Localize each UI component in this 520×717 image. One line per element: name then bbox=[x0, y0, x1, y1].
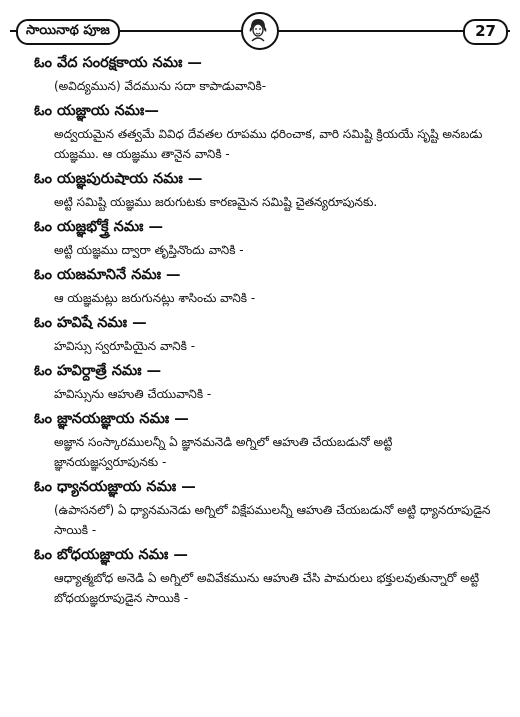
mantra-meaning: అట్టి యజ్ఞము ద్వారా తృప్తినొందు వానికి - bbox=[54, 243, 244, 257]
mantra-entry bbox=[34, 544, 504, 608]
sai-baba-portrait-icon bbox=[241, 12, 279, 50]
mantra-meaning: అజ్ఞాన సంస్కారములన్నీ ఏ జ్ఞానమనెడి అగ్నిలో ఆహుతి చేయబడునో అట్టి జ్ఞానయజ్ఞస్వరూపునకు - bbox=[54, 435, 393, 469]
mantra-meaning: ఆధ్యాత్మబోధ అనెడి ఏ అగ్నిలో అవివేకమును ఆహుతి చేసి పామరులు భక్తులవుతున్నారో అట్టి బోధయజ్ఞరూపుడైన సాయికి - bbox=[54, 571, 480, 605]
mantra-line: ఓం యజ్ఞపురుషాయ నమః — bbox=[34, 171, 203, 187]
mantra-list bbox=[34, 52, 504, 612]
mantra-meaning: అట్టి సమిష్టి యజ్ఞము జరుగుటకు కారణమైన సమిష్టి చైతన్యరూపునకు. bbox=[54, 195, 378, 209]
mantra-entry bbox=[34, 408, 504, 472]
mantra-entry bbox=[34, 100, 504, 164]
mantra-meaning: హవిస్సు స్వరూపియైన వానికి - bbox=[54, 339, 196, 353]
mantra-entry bbox=[34, 476, 504, 540]
mantra-line: ఓం బోధయజ్ఞాయ నమః — bbox=[34, 547, 188, 563]
mantra-entry bbox=[34, 168, 504, 212]
mantra-line: ఓం వేద సంరక్షకాయ నమః — bbox=[34, 55, 202, 71]
mantra-meaning: ఆ యజ్ఞమట్లు జరుగునట్లు శాసించు వానికి - bbox=[54, 291, 256, 305]
page-header bbox=[10, 18, 510, 44]
mantra-meaning: (ఉపాసనలో) ఏ ధ్యానమనెడు అగ్నిలో విక్షేపములన్నీ ఆహుతి చేయబడునో అట్టి ధ్యానరూపుడైన సాయికి - bbox=[54, 503, 491, 537]
mantra-meaning: (అవిద్యమున) వేదమును సదా కాపాడువానికి- bbox=[54, 79, 267, 93]
mantra-meaning: హవిస్సును ఆహుతి చేయువానికి - bbox=[54, 387, 212, 401]
mantra-entry bbox=[34, 312, 504, 356]
mantra-line: ఓం జ్ఞానయజ్ఞాయ నమః — bbox=[34, 411, 189, 427]
mantra-line: ఓం ధ్యానయజ్ఞాయ నమః — bbox=[34, 479, 196, 495]
mantra-entry bbox=[34, 264, 504, 308]
mantra-meaning: అద్వయమైన తత్వమే వివిధ దేవతల రూపము ధరించాక, వారి సమిష్టి క్రియయే సృష్టి అనబడు యజ్ఞము. ఆ యజ్ఞము తానైన వానికి - bbox=[54, 127, 483, 161]
mantra-line: ఓం హవిర్దాత్రే నమః — bbox=[34, 363, 162, 379]
page-number: 27 bbox=[463, 19, 508, 45]
mantra-line: ఓం యజమానినే నమః — bbox=[34, 267, 181, 283]
book-title: సాయినాథ పూజ bbox=[16, 19, 120, 45]
mantra-line: ఓం యజ్ఞాయ నమః— bbox=[34, 103, 159, 119]
mantra-line: ఓం యజ్ఞభోక్త్రే నమః — bbox=[34, 219, 164, 235]
mantra-entry bbox=[34, 216, 504, 260]
mantra-entry bbox=[34, 52, 504, 96]
mantra-line: ఓం హవిషే నమః — bbox=[34, 315, 147, 331]
mantra-entry bbox=[34, 360, 504, 404]
